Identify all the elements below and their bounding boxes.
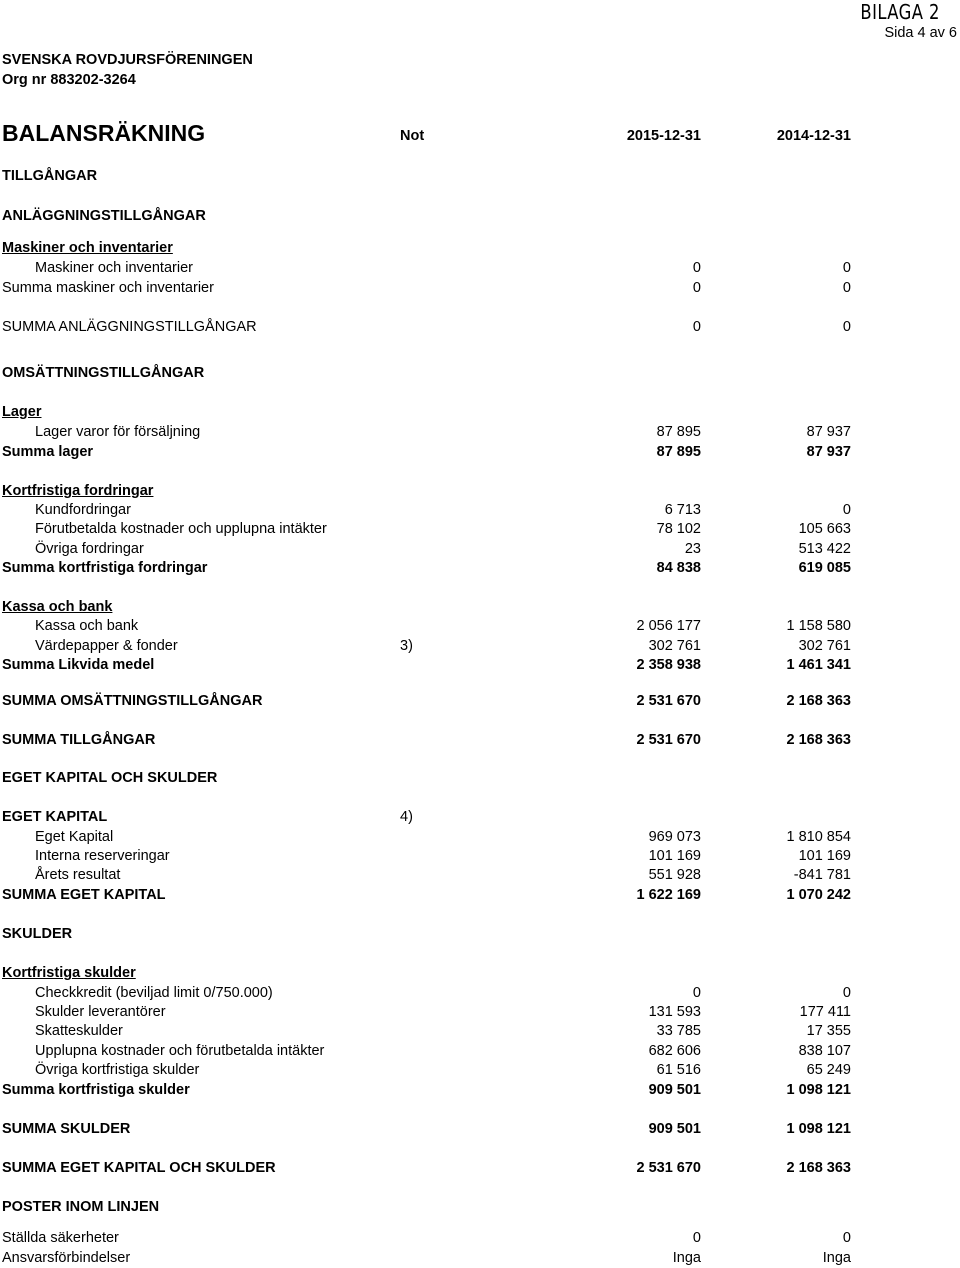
row-label: Kortfristiga fordringar (2, 483, 154, 499)
row-label: OMSÄTTNINGSTILLGÅNGAR (2, 365, 205, 381)
row-label: Förutbetalda kostnader och upplupna intäkter (35, 521, 327, 537)
row-label: Upplupna kostnader och förutbetalda intäkter (35, 1043, 325, 1059)
row-label: Summa kortfristiga fordringar (2, 560, 208, 576)
table-row (0, 560, 960, 578)
table-row (0, 502, 960, 520)
value-2014: 0 (842, 1230, 851, 1246)
value-2014: 87 937 (806, 444, 851, 460)
value-2014: 1 461 341 (786, 657, 851, 673)
value-2014: 17 355 (806, 1023, 851, 1039)
table-row (0, 1004, 960, 1022)
value-2014: 513 422 (798, 541, 851, 557)
value-2015: 969 073 (648, 829, 701, 845)
value-2014: 87 937 (806, 424, 851, 440)
row-label: Summa maskiner och inventarier (2, 280, 214, 296)
value-2015: 2 531 670 (636, 693, 701, 709)
table-row (0, 1230, 960, 1248)
table-row (0, 365, 960, 383)
row-label: Summa kortfristiga skulder (2, 1082, 190, 1098)
page-title: BALANSRÄKNING (2, 120, 206, 146)
table-row (0, 208, 960, 226)
row-label: TILLGÅNGAR (2, 168, 98, 184)
table-row (0, 1199, 960, 1217)
value-2014: 619 085 (798, 560, 851, 576)
value-2014: Inga (822, 1250, 851, 1266)
table-row (0, 887, 960, 905)
value-2014: 0 (842, 260, 851, 276)
row-label: EGET KAPITAL (2, 809, 108, 825)
column-header-2015: 2015-12-31 (626, 128, 701, 144)
value-2014: 2 168 363 (786, 693, 851, 709)
table-row (0, 732, 960, 750)
row-label: POSTER INOM LINJEN (2, 1199, 160, 1215)
row-label: SKULDER (2, 926, 73, 942)
table-row (0, 319, 960, 337)
row-label: Årets resultat (35, 867, 121, 883)
table-row (0, 168, 960, 186)
table-row (0, 829, 960, 847)
value-2015: 0 (692, 319, 701, 335)
page-number: Sida 4 av 6 (884, 25, 957, 41)
row-label: SUMMA ANLÄGGNINGSTILLGÅNGAR (2, 319, 257, 335)
row-label: Övriga fordringar (35, 541, 144, 557)
row-label: Lager (2, 404, 42, 420)
table-row (0, 483, 960, 501)
value-2015: 909 501 (648, 1082, 701, 1098)
table-row (0, 1121, 960, 1139)
value-2015: 2 531 670 (636, 1160, 701, 1176)
table-row (0, 693, 960, 711)
row-label: SUMMA OMSÄTTNINGSTILLGÅNGAR (2, 693, 263, 709)
column-header-note: Not (400, 128, 425, 144)
value-2014: 838 107 (798, 1043, 851, 1059)
table-row (0, 770, 960, 788)
table-row (0, 404, 960, 422)
row-note: 3) (400, 638, 413, 654)
row-label: Interna reserveringar (35, 848, 170, 864)
table-row (0, 444, 960, 462)
value-2015: 0 (692, 280, 701, 296)
row-label: SUMMA EGET KAPITAL (2, 887, 166, 903)
table-row (0, 1062, 960, 1080)
organization-number: Org nr 883202-3264 (2, 72, 136, 88)
row-label: Maskiner och inventarier (2, 240, 173, 256)
value-2015: 87 895 (656, 444, 701, 460)
value-2014: 177 411 (799, 1004, 851, 1020)
value-2015: 61 516 (656, 1062, 701, 1078)
value-2015: 2 358 938 (636, 657, 701, 673)
value-2015: 909 501 (648, 1121, 701, 1137)
value-2014: 302 761 (798, 638, 851, 654)
table-row (0, 867, 960, 885)
value-2014: 105 663 (798, 521, 851, 537)
row-label: Övriga kortfristiga skulder (35, 1062, 200, 1078)
table-row (0, 280, 960, 298)
row-label: Ställda säkerheter (2, 1230, 119, 1246)
value-2015: 6 713 (664, 502, 701, 518)
row-label: Skatteskulder (35, 1023, 123, 1039)
value-2014: 1 098 121 (786, 1082, 851, 1098)
row-label: EGET KAPITAL OCH SKULDER (2, 770, 218, 786)
value-2014: 1 810 854 (786, 829, 851, 845)
table-row (0, 1160, 960, 1178)
row-label: Summa Likvida medel (2, 657, 155, 673)
value-2015: 551 928 (648, 867, 701, 883)
table-row (0, 657, 960, 675)
value-2015: 23 (684, 541, 701, 557)
row-label: Eget Kapital (35, 829, 114, 845)
value-2015: 101 169 (648, 848, 701, 864)
value-2014: 0 (842, 280, 851, 296)
value-2015: 84 838 (656, 560, 701, 576)
table-row (0, 638, 960, 656)
table-row (0, 521, 960, 539)
value-2015: 0 (692, 1230, 701, 1246)
row-label: Värdepapper & fonder (35, 638, 178, 654)
table-row (0, 260, 960, 278)
row-label: SUMMA TILLGÅNGAR (2, 732, 156, 748)
table-row (0, 985, 960, 1003)
row-label: Summa lager (2, 444, 94, 460)
value-2015: 302 761 (648, 638, 701, 654)
value-2014: 1 098 121 (786, 1121, 851, 1137)
row-label: Kassa och bank (2, 599, 113, 615)
value-2014: 2 168 363 (786, 732, 851, 748)
value-2014: 0 (842, 502, 851, 518)
table-row (0, 1082, 960, 1100)
row-label: Skulder leverantörer (35, 1004, 166, 1020)
table-row (0, 809, 960, 827)
table-row (0, 424, 960, 442)
row-label: Kundfordringar (35, 502, 131, 518)
row-label: Kortfristiga skulder (2, 965, 136, 981)
row-label: Checkkredit (beviljad limit 0/750.000) (35, 985, 273, 1001)
value-2014: 65 249 (806, 1062, 851, 1078)
value-2014: -841 781 (793, 867, 851, 883)
value-2015: 33 785 (656, 1023, 701, 1039)
row-label: Kassa och bank (35, 618, 139, 634)
table-row (0, 541, 960, 559)
table-row (0, 926, 960, 944)
value-2014: 2 168 363 (786, 1160, 851, 1176)
table-row (0, 240, 960, 258)
value-2014: 1 158 580 (786, 618, 851, 634)
value-2014: 101 169 (798, 848, 851, 864)
value-2014: 0 (842, 985, 851, 1001)
value-2015: 2 056 177 (636, 618, 701, 634)
appendix-label: BILAGA 2 (860, 0, 940, 24)
row-label: Maskiner och inventarier (35, 260, 193, 276)
table-row (0, 599, 960, 617)
row-label: SUMMA EGET KAPITAL OCH SKULDER (2, 1160, 276, 1176)
value-2014: 0 (842, 319, 851, 335)
row-label: SUMMA SKULDER (2, 1121, 131, 1137)
table-row (0, 1250, 960, 1268)
table-row (0, 848, 960, 866)
column-header-2014: 2014-12-31 (776, 128, 851, 144)
value-2015: Inga (672, 1250, 701, 1266)
table-row (0, 1023, 960, 1041)
value-2015: 78 102 (656, 521, 701, 537)
row-note: 4) (400, 809, 413, 825)
value-2015: 0 (692, 985, 701, 1001)
table-row (0, 1043, 960, 1061)
value-2015: 87 895 (656, 424, 701, 440)
row-label: Ansvarsförbindelser (2, 1250, 131, 1266)
table-row (0, 965, 960, 983)
row-label: Lager varor för försäljning (35, 424, 201, 440)
value-2014: 1 070 242 (786, 887, 851, 903)
value-2015: 131 593 (648, 1004, 701, 1020)
value-2015: 0 (692, 260, 701, 276)
value-2015: 1 622 169 (636, 887, 701, 903)
value-2015: 682 606 (648, 1043, 701, 1059)
value-2015: 2 531 670 (636, 732, 701, 748)
table-row (0, 618, 960, 636)
organization-name: SVENSKA ROVDJURSFÖRENINGEN (2, 52, 253, 68)
row-label: ANLÄGGNINGSTILLGÅNGAR (2, 208, 206, 224)
